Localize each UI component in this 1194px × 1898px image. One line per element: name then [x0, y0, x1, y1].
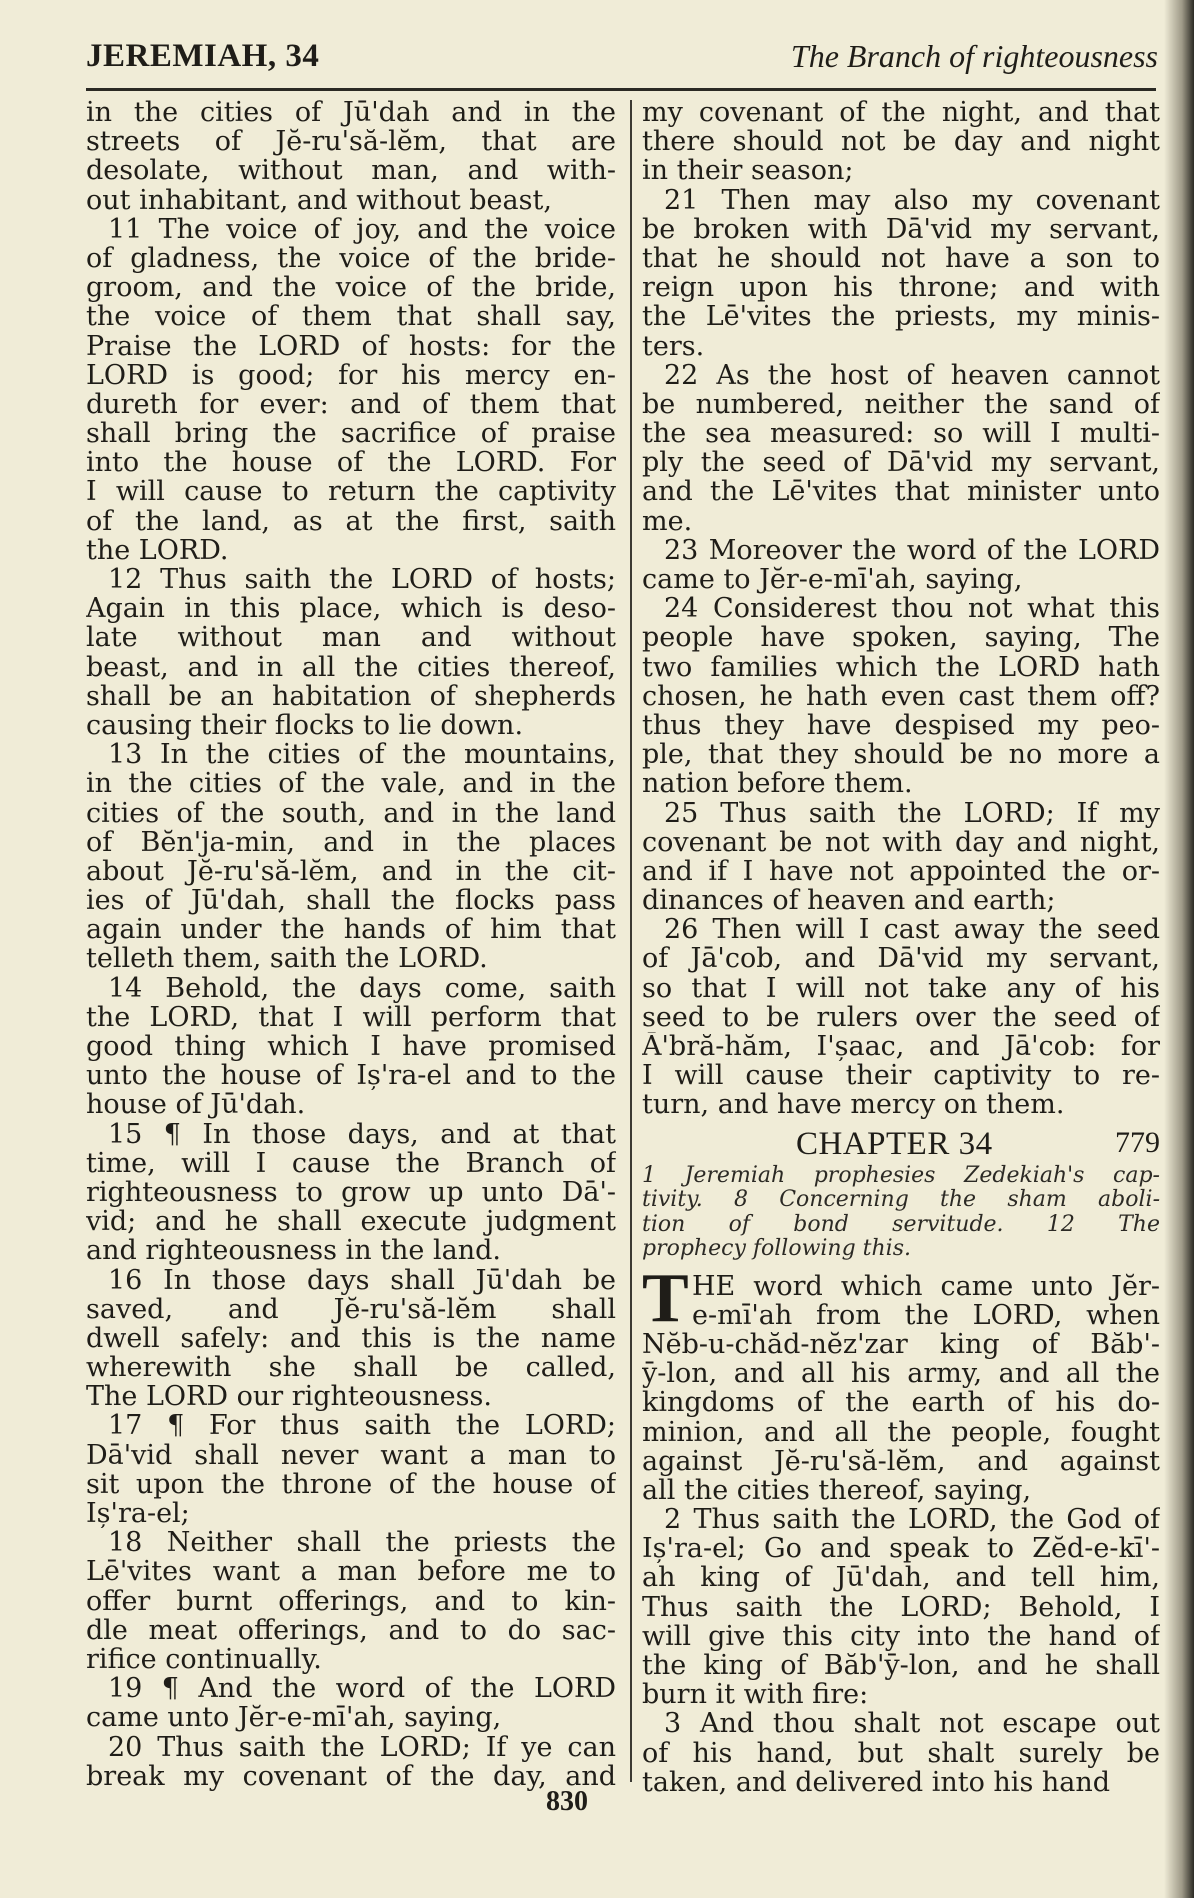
text-line: The LORD our righteousness.: [86, 1382, 492, 1412]
text-line: all the cities thereof, saying,: [642, 1475, 1032, 1506]
text-line: groom, and the voice of the bride,: [86, 273, 616, 303]
text-line: Dā'vid shall never want a man to: [86, 1440, 616, 1470]
chapter-title: CHAPTER 34: [796, 1125, 993, 1162]
text-line: causing their flocks to lie down.: [86, 710, 524, 741]
text-line: cities of the south, and in the land: [86, 798, 616, 828]
text-line: offer burnt offerings, and to kin-: [86, 1586, 616, 1616]
text-line: 18 Neither shall the priests the: [108, 1528, 616, 1558]
text-line: will give this city into the hand of: [642, 1621, 1160, 1651]
text-line: be numbered, neither the sand of: [642, 389, 1160, 420]
text-line: beast, and in all the cities thereof,: [86, 652, 616, 682]
text-line: shall bring the sacrifice of praise: [86, 419, 616, 449]
text-line: ȳ-lon, and all his army, and all the: [642, 1359, 1160, 1389]
text-line: me.: [642, 506, 693, 536]
running-header: [86, 38, 1158, 82]
text-line: ah king of Jū'dah, and tell him,: [642, 1563, 1160, 1593]
text-line: good thing which I have promised: [86, 1032, 616, 1062]
chapter-heading: [642, 1124, 1160, 1164]
text-line: shall be an habitation of shepherds: [86, 681, 616, 711]
column-divider: [630, 100, 632, 1782]
page-edge-shadow: [1164, 0, 1194, 1898]
text-line: there should not be day and night: [642, 127, 1160, 157]
text-line: in the cities of Jū'dah and in the: [86, 98, 616, 128]
text-line: into the house of the LORD. For: [86, 448, 616, 478]
text-line: dureth for ever: and of them that: [86, 389, 616, 420]
text-line: the LORD, that I will perform that: [86, 1002, 616, 1032]
text-line: streets of Jĕ-ru'să-lĕm, that are: [86, 127, 616, 157]
text-line: of Jā'cob, and Dā'vid my servant,: [642, 944, 1160, 974]
text-line: 19 ¶ And the word of the LORD: [108, 1674, 616, 1704]
summary-line: tion of bond servitude. 12 The: [642, 1212, 1160, 1237]
text-line: the LORD.: [86, 535, 229, 565]
text-line: seed to be rulers over the seed of: [642, 1002, 1160, 1032]
text-line: 13 In the cities of the mountains,: [108, 740, 616, 770]
header-rule: [86, 88, 1156, 91]
text-line: ies of Jū'dah, shall the flocks pass: [86, 886, 616, 916]
text-line: Again in this place, which is deso-: [86, 594, 616, 624]
summary-line: tivity. 8 Concerning the sham aboli-: [642, 1188, 1160, 1213]
text-line: about Jĕ-ru'să-lĕm, and in the cit-: [86, 856, 616, 887]
chapter-summary: [642, 1164, 1160, 1262]
text-line: in their season;: [642, 156, 854, 186]
text-line: minion, and all the people, fought: [642, 1417, 1160, 1447]
text-line: of Bĕn'ja-min, and in the places: [86, 827, 616, 857]
running-head-book-chapter: JEREMIAH, 34: [86, 38, 320, 74]
text-line: and the Lē'vites that minister unto: [642, 477, 1160, 507]
text-line: 17 ¶ For thus saith the LORD;: [108, 1411, 616, 1441]
right-column-chapter-verses: [642, 1330, 1160, 1797]
text-line: 16 In those days shall Jū'dah be: [108, 1265, 616, 1295]
text-line: the sea measured: so will I multi-: [642, 419, 1160, 449]
text-line: telleth them, saith the LORD.: [86, 944, 488, 974]
text-line: of gladness, the voice of the bride-: [86, 243, 616, 274]
text-line: dwell safely: and this is the name: [86, 1323, 616, 1354]
text-line: of his hand, but shalt surely be: [642, 1738, 1160, 1768]
text-line: Ā'bră-hăm, I'șaac, and Jā'cob: for: [642, 1032, 1160, 1062]
text-line: people have spoken, saying, The: [642, 623, 1160, 653]
text-line: 23 Moreover the word of the LORD: [664, 535, 1160, 565]
text-line: the Lē'vites the priests, my minis-: [642, 302, 1160, 332]
text-line: ple, that they should be no more a: [642, 740, 1160, 770]
text-line: 25 Thus saith the LORD; If my: [664, 798, 1160, 828]
text-line: dinances of heaven and earth;: [642, 886, 1056, 916]
text-line: reign upon his throne; and with: [642, 273, 1160, 303]
text-line: 22 As the host of heaven cannot: [664, 360, 1160, 390]
text-line: 21 Then may also my covenant: [664, 185, 1160, 215]
text-line: came unto Jĕr-e-mī'ah, saying,: [86, 1703, 502, 1733]
text-line: rifice continually.: [86, 1644, 322, 1675]
text-line: 14 Behold, the days come, saith: [108, 973, 616, 1003]
page-number-row: [0, 1786, 1194, 1818]
text-line: 24 Considerest thou not what this: [664, 594, 1160, 624]
summary-gap: [642, 1262, 1160, 1272]
text-line: of the land, as at the first, saith: [86, 506, 616, 536]
text-line: 26 Then will I cast away the seed: [664, 915, 1160, 945]
text-line: I will cause their captivity to re-: [642, 1061, 1160, 1091]
text-line: two families which the LORD hath: [642, 652, 1160, 682]
text-line: nation before them.: [642, 769, 913, 799]
text-line: Thus saith the LORD; Behold, I: [642, 1592, 1160, 1622]
text-line: time, will I cause the Branch of: [86, 1148, 616, 1178]
text-line: 20 Thus saith the LORD; If ye can: [108, 1732, 616, 1762]
running-head-topic: The Branch of righteousness: [790, 38, 1158, 74]
text-line: the voice of them that shall say,: [86, 302, 616, 332]
text-line: righteousness to grow up unto Dā'-: [86, 1177, 616, 1208]
text-line: 12 Thus saith the LORD of hosts;: [108, 565, 616, 595]
text-line: and righteousness in the land.: [86, 1236, 501, 1266]
text-line: break my covenant of the day, and: [86, 1761, 616, 1791]
text-line: 2 Thus saith the LORD, the God of: [664, 1505, 1160, 1535]
summary-line: 1 Jeremiah prophesies Zedekiah's cap-: [642, 1163, 1160, 1188]
text-line: came to Jĕr-e-mī'ah, saying,: [642, 565, 1023, 595]
text-line: 15 ¶ In those days, and at that: [108, 1119, 616, 1149]
opening-line: HE word which came unto Jĕr-: [692, 1271, 1160, 1301]
text-line: Lē'vites want a man before me to: [86, 1557, 616, 1587]
text-line: ters.: [642, 331, 705, 361]
text-line: sit upon the throne of the house of: [86, 1469, 616, 1499]
summary-line: prophecy following this.: [642, 1237, 912, 1262]
text-line: desolate, without man, and with-: [86, 156, 616, 186]
text-line: late without man and without: [86, 623, 616, 653]
text-line: against Jĕ-ru'să-lĕm, and against: [642, 1446, 1160, 1476]
text-line: saved, and Jĕ-ru'să-lĕm shall: [86, 1294, 616, 1324]
text-line: Praise the LORD of hosts: for the: [86, 331, 616, 361]
text-line: 11 The voice of joy, and the voice: [108, 214, 616, 244]
text-line: burn it with fire:: [642, 1680, 869, 1710]
text-line: unto the house of Iș'ra-el and to the: [86, 1061, 616, 1091]
chapter-opening: [642, 1259, 1160, 1337]
text-line: so that I will not take any of his: [642, 973, 1160, 1003]
text-line: Iș'ra-el; Go and speak to Zĕd-e-kī'-: [642, 1534, 1160, 1564]
text-line: ply the seed of Dā'vid my servant,: [642, 448, 1160, 478]
text-line: my covenant of the night, and that: [642, 98, 1160, 128]
marginal-reference-number: 779: [1115, 1125, 1160, 1159]
text-line: dle meat offerings, and to do sac-: [86, 1615, 616, 1645]
left-column: [86, 98, 616, 1791]
text-line: 3 And thou shalt not escape out: [664, 1709, 1160, 1739]
text-line: LORD is good; for his mercy en-: [86, 360, 616, 390]
text-line: out inhabitant, and without beast,: [86, 185, 552, 215]
page-number: 830: [546, 1786, 588, 1817]
right-column: [642, 98, 1160, 1797]
text-line: wherewith she shall be called,: [86, 1353, 616, 1383]
right-column-verses: [642, 98, 1160, 1120]
text-line: kingdoms of the earth of his do-: [642, 1388, 1160, 1418]
text-line: thus they have despised my peo-: [642, 710, 1160, 741]
opening-line: e-mī'ah from the LORD, when: [692, 1300, 1160, 1330]
text-line: the king of Băb'ȳ-lon, and he shall: [642, 1651, 1160, 1681]
text-line: Nĕb-u-chăd-nĕz'zar king of Băb'-: [642, 1329, 1160, 1360]
text-line: again under the hands of him that: [86, 915, 616, 945]
text-line: I will cause to return the captivity: [86, 477, 616, 507]
text-line: be broken with Dā'vid my servant,: [642, 214, 1160, 244]
text-line: covenant be not with day and night,: [642, 827, 1160, 857]
text-line: in the cities of the vale, and in the: [86, 769, 616, 799]
text-line: vid; and he shall execute judgment: [86, 1207, 616, 1237]
text-line: turn, and have mercy on them.: [642, 1090, 1065, 1120]
text-line: chosen, he hath even cast them off?: [642, 681, 1160, 711]
text-line: and if I have not appointed the or-: [642, 856, 1160, 887]
text-line: taken, and delivered into his hand: [642, 1767, 1111, 1797]
text-line: house of Jū'dah.: [86, 1090, 306, 1120]
text-line: Iș'ra-el;: [86, 1499, 190, 1529]
text-line: that he should not have a son to: [642, 243, 1160, 274]
drop-cap-letter: T: [642, 1259, 689, 1337]
